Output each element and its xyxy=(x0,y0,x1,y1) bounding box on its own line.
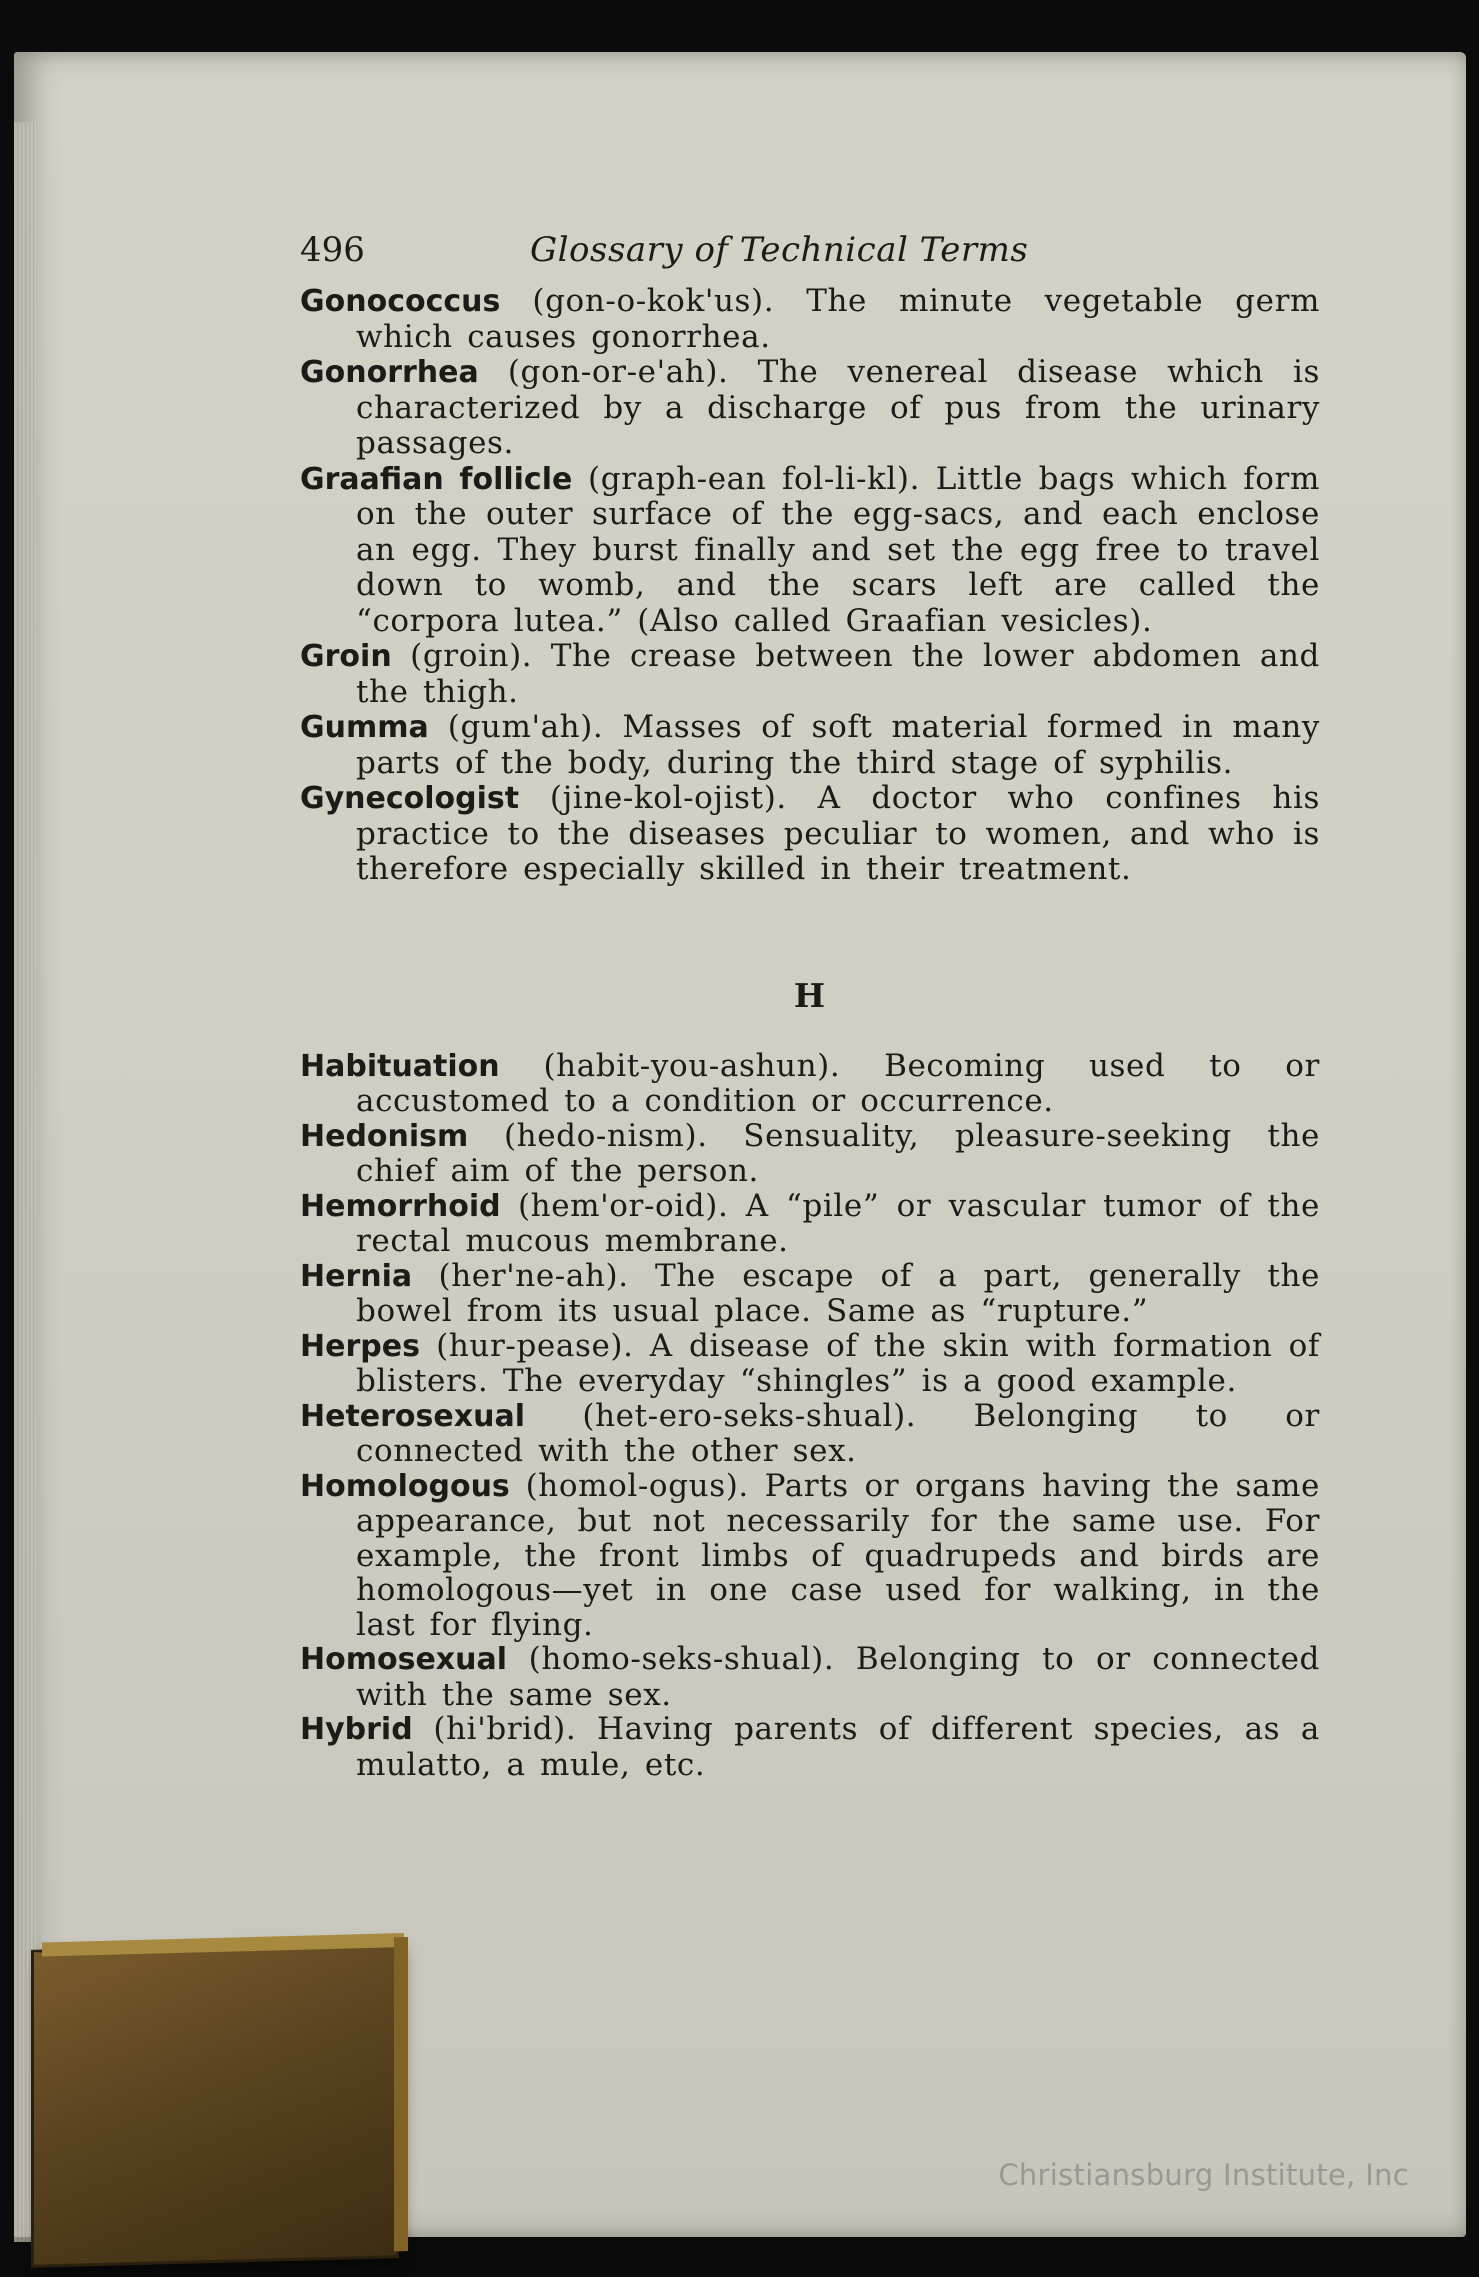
entry-term: Groin xyxy=(300,639,392,674)
entry-definition: (homol-ogus). Parts or organs having the same appearance, but not necessarily for the same use. For example, the front limbs of quadrupeds and birds are homologous—yet in one case used for walking, in the last for flying. xyxy=(356,1467,1320,1643)
glossary-entry xyxy=(300,1119,1320,1189)
glossary-entry xyxy=(300,462,1320,640)
entry-term: Hernia xyxy=(300,1258,413,1294)
entry-term: Gumma xyxy=(300,710,429,745)
entry-definition: (hem'or-oid). A “pile” or vascular tumor of the rectal mucous membrane. xyxy=(356,1187,1320,1259)
glossary-entry xyxy=(300,1259,1320,1329)
entry-definition: (hi'brid). Having parents of different species, as a mulatto, a mule, etc. xyxy=(356,1711,1320,1783)
entry-term: Homologous xyxy=(300,1468,510,1504)
glossary-entry xyxy=(300,1329,1320,1399)
glossary-text-block xyxy=(300,230,1320,1782)
page-number: 496 xyxy=(300,230,365,270)
watermark-text: Christiansburg Institute, Inc xyxy=(998,2158,1409,2192)
glossary-entry xyxy=(300,284,1320,355)
glossary-entry xyxy=(300,1469,1320,1643)
entry-term: Gonococcus xyxy=(300,284,501,319)
page-edge-stack xyxy=(14,122,36,2242)
entry-definition: (homo-seks-shual). Belonging to or connected with the same sex. xyxy=(356,1641,1320,1713)
gold-tab-sticker xyxy=(34,1943,396,2264)
entry-definition: (gon-o-kok'us). The minute vegetable germ which causes gonorrhea. xyxy=(356,283,1320,355)
entry-term: Gynecologist xyxy=(300,781,520,816)
entry-term: Hedonism xyxy=(300,1118,469,1154)
glossary-section-g xyxy=(300,284,1320,888)
entry-definition: (habit-you-ashun). Becoming used to or accustomed to a condition or occurrence. xyxy=(356,1047,1320,1119)
section-letter-heading: H xyxy=(793,975,827,1015)
page-header xyxy=(300,230,1320,282)
entry-definition: (jine-kol-ojist). A doctor who confines his practice to the diseases peculiar to women, and who is therefore especially skilled in their treatment. xyxy=(356,780,1320,887)
entry-definition: (hur-pease). A disease of the skin with formation of blisters. The everyday “shingles” is a good example. xyxy=(356,1327,1320,1399)
entry-definition: (gum'ah). Masses of soft material formed in many parts of the body, during the third stage of syphilis. xyxy=(356,709,1320,781)
entry-term: Herpes xyxy=(300,1328,420,1364)
glossary-entry xyxy=(300,1642,1320,1712)
entry-term: Hybrid xyxy=(300,1712,413,1747)
entry-term: Hemorrhoid xyxy=(300,1188,501,1224)
glossary-entry xyxy=(300,1399,1320,1469)
entry-definition: (het-ero-seks-shual). Belonging to or connected with the other sex. xyxy=(356,1397,1320,1469)
entry-definition: (groin). The crease between the lower abdomen and the thigh. xyxy=(356,638,1320,710)
entry-term: Habituation xyxy=(300,1048,500,1084)
entry-term: Gonorrhea xyxy=(300,355,479,390)
glossary-entry xyxy=(300,1712,1320,1782)
entry-term: Homosexual xyxy=(300,1642,508,1677)
entry-definition: (hedo-nism). Sensuality, pleasure-seeking the chief aim of the person. xyxy=(356,1117,1320,1189)
glossary-entry xyxy=(300,1189,1320,1259)
glossary-entry xyxy=(300,710,1320,781)
entry-definition: (graph-ean fol-li-kl). Little bags which form on the outer surface of the egg-sacs, and each enclose an egg. They burst finally and set the egg free to travel down to womb, and the scars left are called the “corpora lutea.” (Also called Graafian vesicles). xyxy=(356,460,1320,639)
entry-definition: (her'ne-ah). The escape of a part, generally the bowel from its usual place. Same as “rupture.” xyxy=(356,1257,1320,1329)
glossary-entry xyxy=(300,355,1320,462)
entry-term: Heterosexual xyxy=(300,1398,525,1434)
entry-definition: (gon-or-e'ah). The venereal disease which is characterized by a discharge of pus from the urinary passages. xyxy=(356,354,1320,461)
glossary-entry xyxy=(300,639,1320,710)
glossary-entry xyxy=(300,1049,1320,1119)
glossary-section-h xyxy=(300,1049,1320,1783)
glossary-entry xyxy=(300,781,1320,888)
running-title: Glossary of Technical Terms xyxy=(530,230,1029,270)
entry-term: Graafian follicle xyxy=(300,461,573,497)
